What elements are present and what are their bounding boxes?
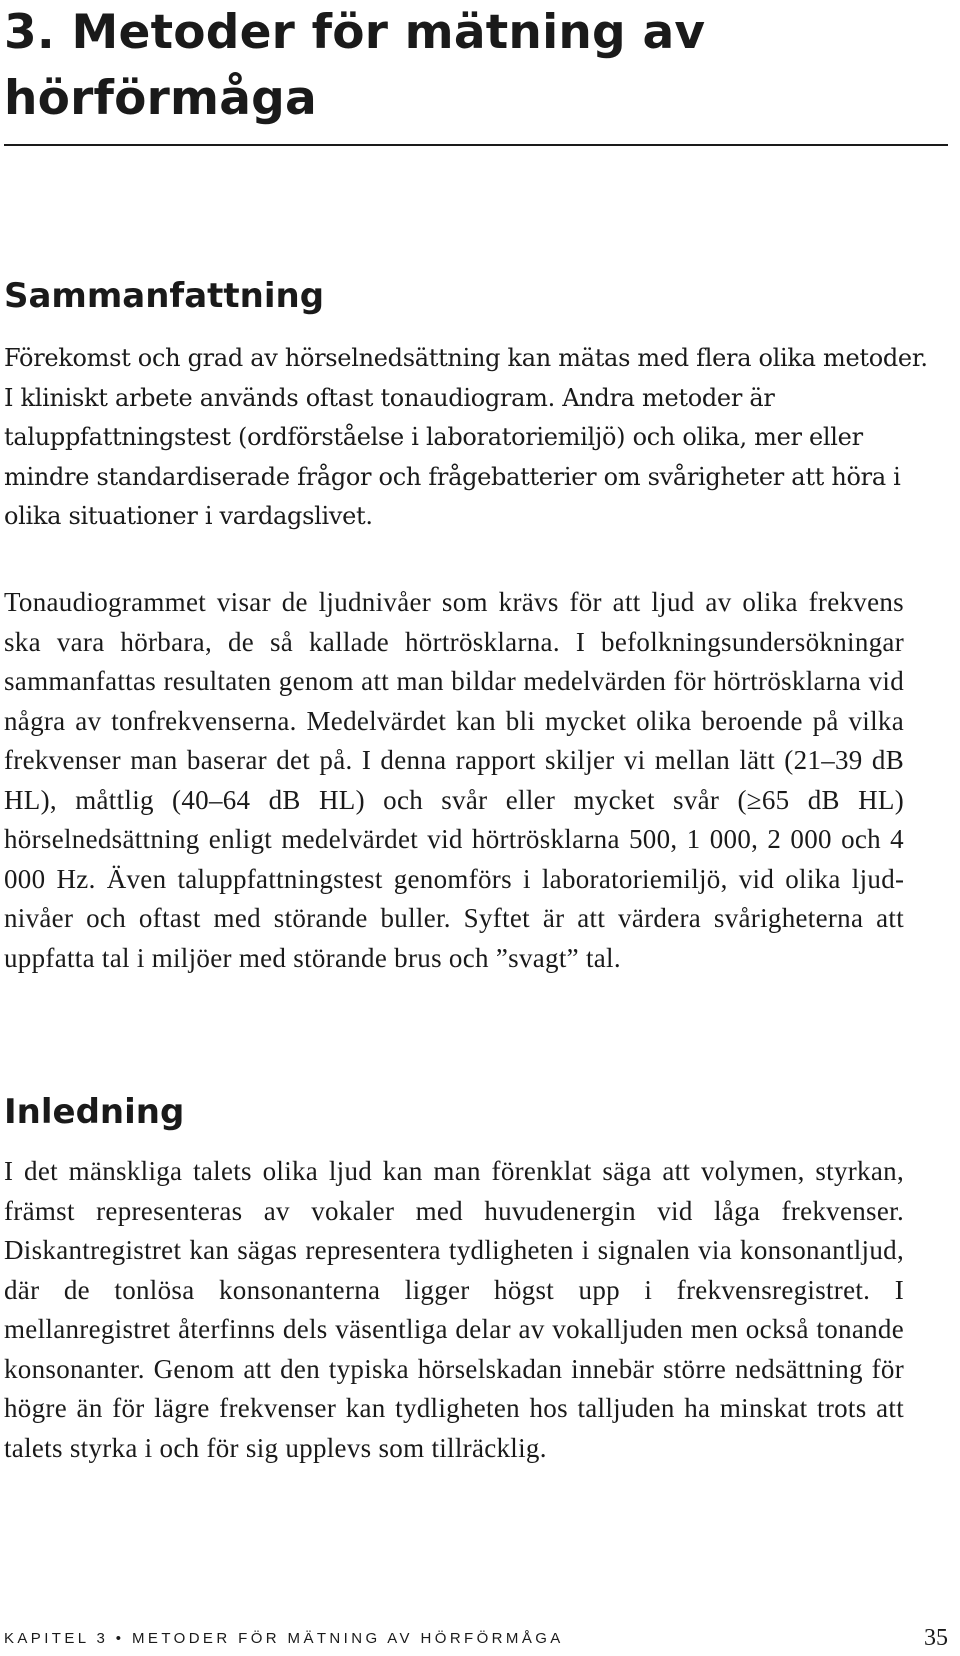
intro-heading: Inledning: [4, 1092, 185, 1132]
title-divider: [4, 144, 948, 146]
running-head: KAPITEL 3 • METODER FÖR MÄTNING AV HÖRFÖRMÅGA: [4, 1630, 564, 1647]
page-footer: [4, 1624, 948, 1652]
chapter-title: 3. Metoder för mätning av hörförmåga: [4, 5, 706, 126]
summary-heading: Sammanfattning: [4, 276, 325, 316]
summary-paragraph-2: Tonaudiogrammet visar de ljudnivåer som krävs för att ljud av olika frekvens ska vara hörbara, de så kallade hörtrösklarna. I befolkningsundersökningar sammanfattas resultaten genom att man bildar medelvärden för hörtrösklarna vid några av tonfrekvenserna. Medelvärdet kan bli mycket olika beroende på vilka frekvenser man baserar det på. I denna rapport skiljer vi mellan lätt (21–39 dB HL), måttlig (40–64 dB HL) och svår eller mycket svår (≥65 dB HL) hörselnedsättning enligt medelvärdet vid hörtrösklarna 500, 1 000, 2 000 och 4 000 Hz. Även taluppfattningstest genomförs i laboratoriemiljö, vid olika ljudnivåer och oftast med störande buller. Syftet är att värdera svårigheterna att uppfatta tal i miljöer med störande brus och ”svagt” tal.: [4, 587, 904, 973]
page-number: 35: [924, 1625, 948, 1651]
summary-paragraph-1: Förekomst och grad av hörselnedsättning kan mätas med flera olika metoder. I kliniskt arbete används oftast tonaudiogram. Andra metoder är taluppfattningstest (ordförståelse i laboratoriemiljö) och olika, mer eller mindre standardiserade frågor och frågebatterier om svårigheter att höra i olika situationer i vardagslivet.: [4, 344, 928, 530]
intro-paragraph: I det mänskliga talets olika ljud kan man förenklat säga att volymen, styrkan, främst representeras av vokaler med huvudenergin vid låga frekvenser. Diskantregistret kan sägas representera tydligheten i signalen via konsonantljud, där de tonlösa konsonanterna ligger högst upp i frekvensregistret. I mellanregistret återfinns dels väsentliga delar av vokalljuden men också tonande konsonanter. Genom att den typiska hörselskadan innebär större nedsättning för högre än för lägre frekvenser kan tydligheten hos talljuden ha minskat trots att talets styrka i och för sig upplevs som tillräcklig.: [4, 1156, 904, 1463]
